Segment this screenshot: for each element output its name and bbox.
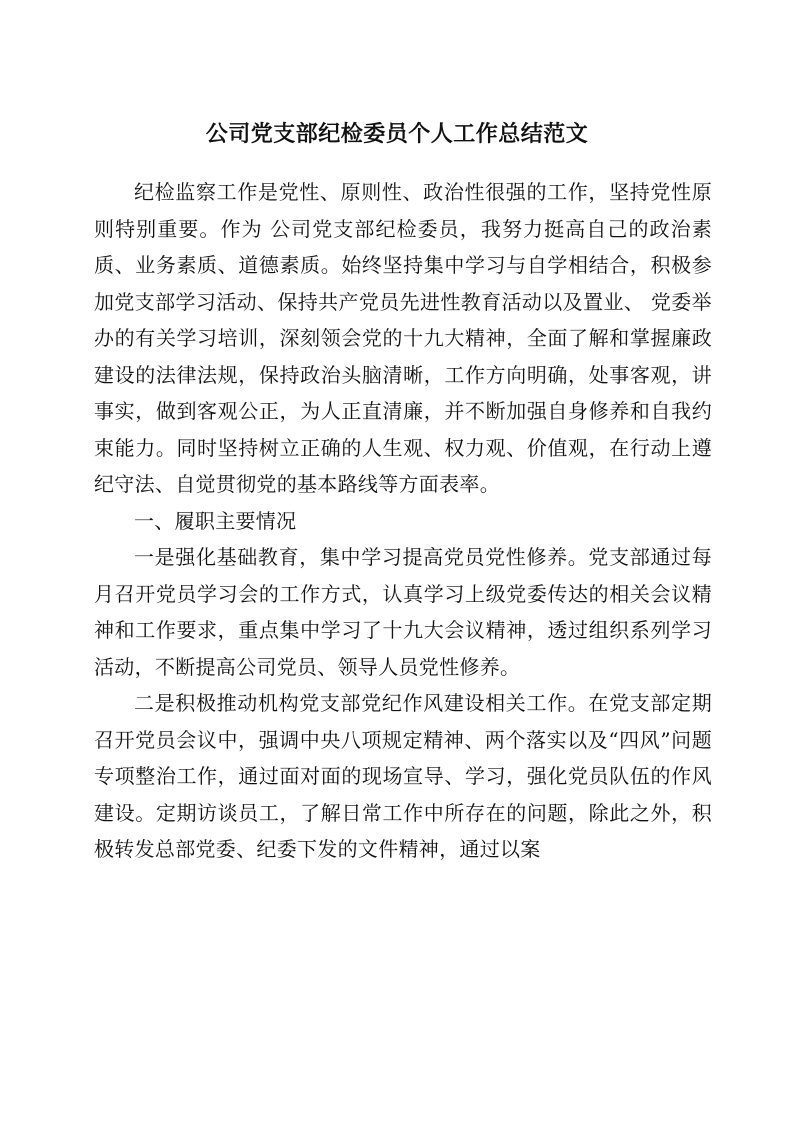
paragraph-point-one: 一是强化基础教育，集中学习提高党员党性修养。党支部通过每月召开党员学习会的工作方式，认真学习上级党委传达的相关会议精神和工作要求，重点集中学习了十九大会议精神，透过组织系列学习活动，不断提高公司党员、领导人员党性修养。 (94, 545, 712, 679)
paragraph-intro: 纪检监察工作是党性、原则性、政治性很强的工作，坚持党性原则特别重要。作为 公司党支部纪检委员，我努力挺高自己的政治素质、业务素质、道德素质。始终坚持集中学习与自学相结合，积极参加党支部学习活动、保持共产党员先进性教育活动以及置业、 党委举办的有关学习培训，深刻领会党的十九大精神，全面了解和掌握廉政建设的法律法规，保持政治头脑清晰，工作方向明确，处事客观，讲事实，做到客观公正，为人正直清廉，并不断加强自身修养和自我约束能力。同时坚持树立正确的人生观、权力观、价值观，在行动上遵纪守法、自觉贯彻党的基本路线等方面表率。 (94, 180, 712, 496)
document-body (94, 174, 712, 868)
document-title: 公司党支部纪检委员个人工作总结范文 (205, 121, 589, 147)
section-heading: 一、履职主要情况 (134, 508, 297, 533)
paragraph-point-two: 二是积极推动机构党支部党纪作风建设相关工作。在党支部定期召开党员会议中，强调中央八项规定精神、两个落实以及“四风”问题专项整治工作，通过面对面的现场宣导、学习，强化党员队伍的作风建设。定期访谈员工，了解日常工作中所存在的问题，除此之外，积极转发总部党委、纪委下发的文件精神，通过以案 (94, 691, 712, 861)
